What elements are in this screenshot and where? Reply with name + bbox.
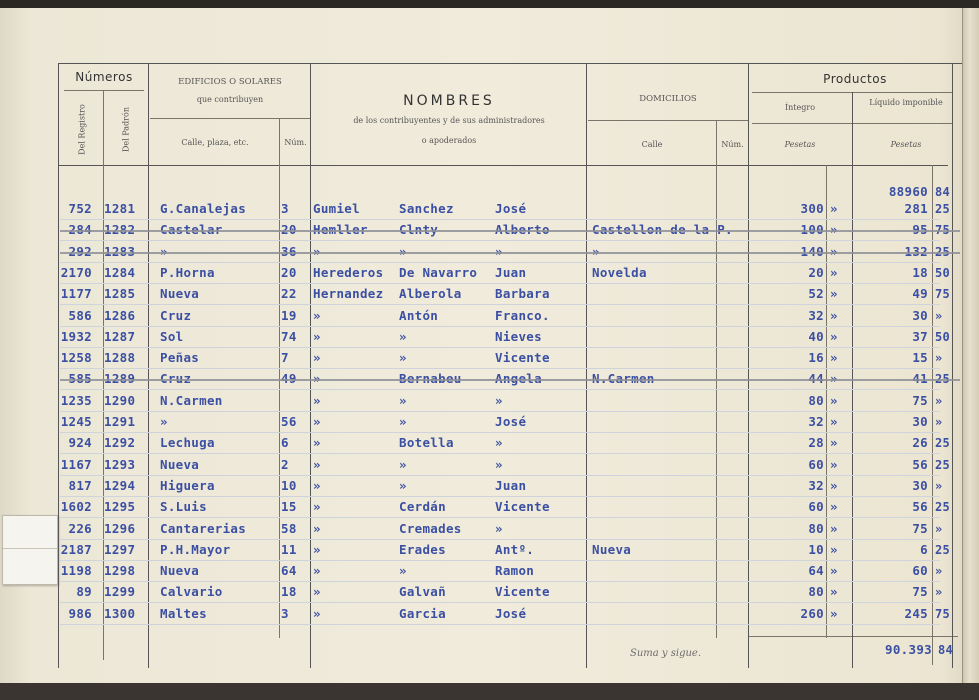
row-rule	[60, 624, 940, 625]
surname-1: »	[313, 456, 321, 472]
registro-number: 1258	[60, 350, 92, 366]
domicile-street: Nueva	[592, 541, 632, 557]
next-page-edge	[962, 8, 979, 683]
integro-amount: 80	[808, 520, 824, 536]
registro-number: 986	[68, 605, 92, 621]
row-rule	[60, 411, 940, 412]
liquido-amount: 60	[912, 563, 928, 579]
header-bottom-border	[58, 165, 948, 166]
integro-amount: 52	[808, 286, 824, 302]
row-rule	[60, 453, 940, 454]
liquido-amount: 30	[912, 414, 928, 429]
property-number: 56	[281, 414, 297, 429]
numeros-underline	[64, 90, 144, 91]
surname-1: »	[313, 520, 321, 536]
surname-1: »	[313, 541, 321, 557]
integro-decimals: »	[830, 499, 838, 515]
surname-1: »	[313, 414, 321, 429]
integro-decimals: »	[830, 605, 838, 621]
first-name: Vicente	[495, 350, 550, 366]
row-rule	[60, 389, 940, 390]
header-nombres-sub1: de los contribuyentes y de sus administradores	[353, 116, 545, 125]
surname-2: Cremades	[399, 520, 462, 536]
strike-through-line	[60, 252, 960, 254]
first-name: »	[495, 392, 503, 408]
integro-amount: 32	[808, 414, 824, 429]
header-nombres-sub2: o apoderados	[421, 136, 477, 145]
row-rule	[60, 326, 940, 327]
registro-number: 1602	[60, 499, 92, 515]
row-rule	[60, 517, 940, 518]
registro-number: 1932	[60, 328, 92, 344]
col-border-nombres	[586, 63, 587, 668]
liquido-amount: 26	[912, 435, 928, 451]
header-liquido: Líquido imponible	[869, 98, 943, 107]
property-street: Lechuga	[160, 435, 215, 451]
first-name: Juan	[495, 264, 527, 280]
padron-number: 1281	[104, 201, 136, 216]
liquido-decimals: 25	[935, 202, 951, 216]
liquido-amount: 15	[912, 350, 928, 366]
header-padron: Del Padrón	[121, 107, 131, 152]
liquido-amount: 56	[912, 456, 928, 472]
property-number: 10	[281, 477, 297, 493]
integro-amount: 64	[808, 563, 824, 579]
integro-decimals: »	[830, 541, 838, 557]
padron-number: 1293	[104, 456, 136, 472]
integro-amount: 60	[808, 456, 824, 472]
liquido-amount: 49	[912, 286, 928, 302]
col-border-edificios	[310, 63, 311, 668]
surname-2: Cerdán	[399, 499, 446, 515]
property-number: 22	[281, 286, 297, 302]
property-number: 19	[281, 307, 297, 323]
padron-number: 1295	[104, 499, 136, 515]
integro-decimals: »	[830, 307, 838, 323]
row-rule	[60, 347, 940, 348]
registro-number: 1235	[60, 392, 92, 408]
integro-decimals: »	[830, 286, 838, 302]
integro-decimals: »	[830, 201, 838, 216]
liquido-decimals: 75	[935, 606, 951, 621]
first-name: Franco.	[495, 307, 550, 323]
padron-number: 1294	[104, 477, 136, 493]
registro-number: 752	[68, 201, 92, 216]
surname-2: »	[399, 456, 407, 472]
strike-through-line	[60, 230, 960, 232]
first-name: »	[495, 435, 503, 451]
padron-number: 1300	[104, 605, 136, 621]
row-rule	[60, 240, 940, 241]
paper-clip-tab	[2, 515, 58, 585]
integro-decimals: »	[830, 264, 838, 280]
header-pesetas-liquido: Pesetas	[890, 140, 922, 149]
first-name: José	[495, 414, 527, 429]
surname-2: De Navarro	[399, 264, 478, 280]
surname-2: Botella	[399, 435, 454, 451]
liquido-amount: 75	[912, 520, 928, 536]
padron-number: 1296	[104, 520, 136, 536]
surname-1: »	[313, 307, 321, 323]
padron-number: 1286	[104, 307, 136, 323]
first-name: José	[495, 201, 527, 216]
page-bottom-shadow	[0, 683, 979, 700]
table-top-border	[58, 63, 962, 64]
row-rule	[60, 560, 940, 561]
liquido-decimals: »	[935, 585, 943, 600]
padron-number: 1291	[104, 414, 136, 429]
property-street: P.H.Mayor	[160, 541, 231, 557]
property-street: Nueva	[160, 563, 200, 579]
first-name: »	[495, 456, 503, 472]
integro-amount: 32	[808, 477, 824, 493]
integro-amount: 60	[808, 499, 824, 515]
property-street: G.Canalejas	[160, 201, 247, 216]
property-number: 74	[281, 328, 297, 344]
surname-2: Erades	[399, 541, 446, 557]
header-numeros: Números	[75, 70, 133, 84]
surname-2: »	[399, 328, 407, 344]
header-dom-calle: Calle	[641, 140, 663, 149]
integro-amount: 10	[808, 541, 824, 557]
registro-number: 89	[76, 584, 92, 600]
header-integro: Íntegro	[784, 103, 816, 112]
row-rule	[60, 219, 940, 220]
integro-amount: 300	[800, 201, 824, 216]
col-border-integro-dec	[826, 165, 827, 638]
surname-2: »	[399, 350, 407, 366]
property-number: 3	[281, 201, 289, 216]
registro-number: 2170	[60, 264, 92, 280]
row-rule	[60, 262, 940, 263]
total-line	[748, 636, 958, 637]
row-rule	[60, 496, 940, 497]
first-name: Vicente	[495, 499, 550, 515]
header-edificios: EDIFICIOS O SOLARES	[178, 77, 282, 87]
surname-2: Garcia	[399, 605, 446, 621]
liquido-decimals: »	[935, 351, 943, 366]
surname-2: »	[399, 563, 407, 579]
surname-1: Hernandez	[313, 286, 384, 302]
integro-amount: 28	[808, 435, 824, 451]
surname-1: »	[313, 435, 321, 451]
surname-2: Alberola	[399, 286, 462, 302]
padron-number: 1297	[104, 541, 136, 557]
edificios-underline	[150, 118, 310, 119]
integro-amount: 16	[808, 350, 824, 366]
liquido-decimals: »	[935, 415, 943, 429]
header-domicilios: DOMICILIOS	[639, 94, 697, 104]
liquido-amount: 75	[912, 392, 928, 408]
property-street: »	[160, 414, 168, 429]
first-name: Vicente	[495, 584, 550, 600]
row-rule	[60, 602, 940, 603]
registro-number: 1167	[60, 456, 92, 472]
first-name: Barbara	[495, 286, 550, 302]
row-rule	[60, 304, 940, 305]
property-number: 2	[281, 456, 289, 472]
surname-1: »	[313, 477, 321, 493]
surname-2: Antón	[399, 307, 439, 323]
surname-1: »	[313, 563, 321, 579]
header-num2: Núm.	[721, 140, 744, 149]
property-street: Higuera	[160, 477, 215, 493]
surname-2: »	[399, 392, 407, 408]
surname-2: »	[399, 414, 407, 429]
integro-amount: 40	[808, 328, 824, 344]
property-number: 11	[281, 541, 297, 557]
liquido-amount: 245	[904, 605, 928, 621]
surname-1: »	[313, 499, 321, 515]
col-border-domicilios	[748, 63, 749, 668]
first-name: »	[495, 520, 503, 536]
integro-decimals: »	[830, 456, 838, 472]
integro-decimals: »	[830, 584, 838, 600]
col-border-padron	[148, 63, 149, 668]
header-contribuyen: que contribuyen	[196, 95, 264, 104]
surname-1: »	[313, 392, 321, 408]
liquido-decimals: 50	[935, 329, 951, 344]
total-liquido: 90.393	[885, 642, 932, 657]
padron-number: 1298	[104, 563, 136, 579]
first-name: Ramon	[495, 563, 535, 579]
property-street: Cantarerias	[160, 520, 247, 536]
row-rule	[60, 475, 940, 476]
property-number: 15	[281, 499, 297, 515]
surname-1: »	[313, 328, 321, 344]
integro-decimals: »	[830, 563, 838, 579]
liquido-decimals: »	[935, 521, 943, 536]
padron-number: 1290	[104, 392, 136, 408]
integro-decimals: »	[830, 392, 838, 408]
carried-liquido-dec: 84	[935, 185, 951, 199]
property-street: Nueva	[160, 286, 200, 302]
header-registro: Del Registro	[77, 104, 87, 155]
property-street: Sol	[160, 328, 184, 344]
liquido-amount: 30	[912, 307, 928, 323]
registro-number: 586	[68, 307, 92, 323]
header-nombres: NOMBRES	[403, 93, 495, 109]
property-number: 20	[281, 264, 297, 280]
property-street: P.Horna	[160, 264, 215, 280]
col-border-left	[58, 63, 59, 668]
property-number: 58	[281, 520, 297, 536]
total-liquido-dec: 84	[938, 643, 954, 657]
surname-2: »	[399, 477, 407, 493]
integro-decimals: »	[830, 414, 838, 429]
liquido-decimals: 25	[935, 500, 951, 515]
property-street: Nueva	[160, 456, 200, 472]
padron-number: 1288	[104, 350, 136, 366]
property-street: Peñas	[160, 350, 200, 366]
padron-number: 1287	[104, 328, 136, 344]
row-rule	[60, 368, 940, 369]
property-street: Calvario	[160, 584, 223, 600]
row-rule	[60, 539, 940, 540]
registro-number: 817	[68, 477, 92, 493]
integro-amount: 260	[800, 605, 824, 621]
first-name: José	[495, 605, 527, 621]
surname-2: Galvañ	[399, 584, 446, 600]
integro-amount: 32	[808, 307, 824, 323]
header-pesetas-integro: Pesetas	[784, 140, 816, 149]
registro-number: 1177	[60, 286, 92, 302]
integro-decimals: »	[830, 477, 838, 493]
padron-number: 1285	[104, 286, 136, 302]
surname-1: »	[313, 350, 321, 366]
liquido-amount: 75	[912, 584, 928, 600]
registro-number: 924	[68, 435, 92, 451]
property-street: N.Carmen	[160, 392, 223, 408]
property-number: 6	[281, 435, 289, 451]
surname-2: Sanchez	[399, 201, 454, 216]
liquido-decimals: »	[935, 564, 943, 579]
padron-number: 1284	[104, 264, 136, 280]
registro-number: 2187	[60, 541, 92, 557]
suma-y-sigue: Suma y sigue.	[630, 648, 702, 659]
integro-decimals: »	[830, 328, 838, 344]
row-rule	[60, 432, 940, 433]
liquido-decimals: »	[935, 308, 943, 323]
property-number: 3	[281, 605, 289, 621]
domicile-street: Novelda	[592, 264, 647, 280]
strike-through-line	[60, 379, 960, 381]
liquido-amount: 281	[904, 201, 928, 216]
liquido-decimals: »	[935, 478, 943, 493]
header-productos: Productos	[823, 72, 887, 86]
integro-amount: 80	[808, 584, 824, 600]
property-number: 64	[281, 563, 297, 579]
property-street: Maltes	[160, 605, 207, 621]
property-street: S.Luis	[160, 499, 207, 515]
integro-amount: 80	[808, 392, 824, 408]
integro-decimals: »	[830, 435, 838, 451]
first-name: Nieves	[495, 328, 542, 344]
liquido-decimals: 25	[935, 436, 951, 451]
first-name: Antº.	[495, 541, 535, 557]
liquido-amount: 37	[912, 328, 928, 344]
liquido-decimals: 25	[935, 457, 951, 472]
page-top-shadow	[0, 0, 979, 8]
integro-amount: 20	[808, 264, 824, 280]
liquido-decimals: 25	[935, 542, 951, 557]
row-rule	[60, 283, 940, 284]
surname-1: Herederos	[313, 264, 384, 280]
surname-1: Gumiel	[313, 201, 360, 216]
row-rule	[60, 581, 940, 582]
header-num1: Núm.	[284, 138, 307, 147]
liquido-decimals: 75	[935, 287, 951, 302]
liquido-amount: 18	[912, 264, 928, 280]
liquido-amount: 30	[912, 477, 928, 493]
padron-number: 1292	[104, 435, 136, 451]
registro-number: 226	[68, 520, 92, 536]
surname-1: »	[313, 605, 321, 621]
domicilios-underline	[588, 120, 748, 121]
registro-number: 1245	[60, 414, 92, 429]
property-street: Cruz	[160, 307, 192, 323]
liquido-amount: 6	[920, 541, 928, 557]
surname-1: »	[313, 584, 321, 600]
first-name: Juan	[495, 477, 527, 493]
integro-decimals: »	[830, 350, 838, 366]
header-calle-plaza: Calle, plaza, etc.	[181, 138, 249, 147]
property-number: 7	[281, 350, 289, 366]
liquido-decimals: 50	[935, 265, 951, 280]
property-number: 18	[281, 584, 297, 600]
carried-liquido: 88960	[888, 184, 928, 199]
registro-number: 1198	[60, 563, 92, 579]
liquido-decimals: »	[935, 393, 943, 408]
integro-decimals: »	[830, 520, 838, 536]
liquido-amount: 56	[912, 499, 928, 515]
padron-number: 1299	[104, 584, 136, 600]
